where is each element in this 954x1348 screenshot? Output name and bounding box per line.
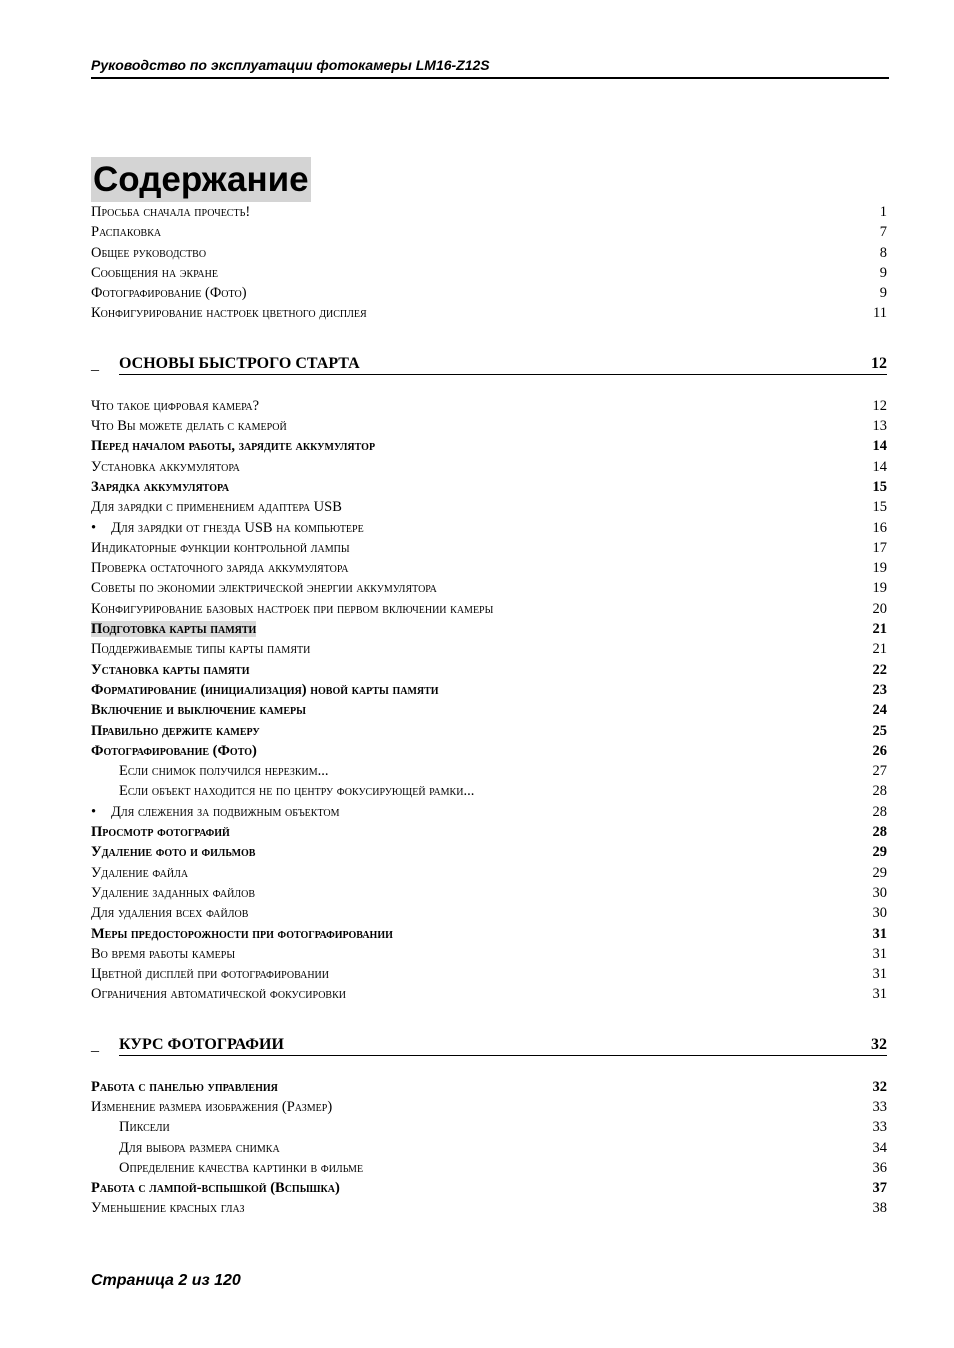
section-title-line bbox=[119, 354, 887, 375]
toc-entry-text: Ограничения автоматической фокусировки bbox=[91, 986, 346, 1003]
toc-entry-text: Индикаторные функции контрольной лампы bbox=[91, 539, 350, 556]
toc-entry[interactable] bbox=[91, 1198, 887, 1218]
toc-page-number: 13 bbox=[872, 418, 887, 435]
toc-page-number: 8 bbox=[879, 244, 887, 261]
toc-entry[interactable] bbox=[91, 578, 887, 598]
toc-entry-text: Перед началом работы, зарядите аккумулятор bbox=[91, 438, 376, 455]
toc-entry[interactable] bbox=[91, 436, 887, 456]
toc-entry-title bbox=[91, 1178, 863, 1198]
toc-entry[interactable] bbox=[91, 477, 887, 497]
toc-entry-title bbox=[91, 619, 863, 639]
toc-entry-text: Работа с лампой-вспышкой (Вспышка) bbox=[91, 1180, 340, 1197]
toc-entry-title bbox=[91, 721, 863, 741]
toc-page-number: 9 bbox=[879, 264, 887, 281]
toc-entry-title bbox=[91, 202, 870, 222]
toc-entry-text: Просьба сначала прочесть! bbox=[91, 204, 251, 220]
toc-page-number: 20 bbox=[872, 600, 887, 617]
toc-entry[interactable] bbox=[91, 416, 887, 436]
toc-entry[interactable] bbox=[91, 741, 887, 761]
toc-entry[interactable] bbox=[91, 202, 887, 222]
toc-page-number: 30 bbox=[872, 884, 887, 901]
toc-entry-text: Определение качества картинки в фильме bbox=[119, 1159, 364, 1176]
toc-page-number: 29 bbox=[872, 844, 887, 861]
toc-entry-text: Форматирование (инициализация) новой карты памяти bbox=[91, 681, 439, 698]
toc-page-number: 21 bbox=[872, 621, 887, 638]
toc-page-number: 33 bbox=[872, 1098, 887, 1115]
toc-entry[interactable] bbox=[91, 222, 887, 242]
toc-entry-text: Конфигурирование базовых настроек при первом включении камеры bbox=[91, 600, 494, 617]
toc-page-number: 28 bbox=[872, 783, 887, 800]
toc-page-number: 1 bbox=[879, 204, 887, 220]
toc-entry[interactable] bbox=[91, 984, 887, 1004]
toc-entry-text: Пиксели bbox=[119, 1119, 170, 1136]
toc-page-number: 28 bbox=[872, 824, 887, 841]
table-of-contents bbox=[91, 202, 887, 1219]
toc-entry[interactable] bbox=[91, 1158, 887, 1178]
toc-entry-text: Во время работы камеры bbox=[91, 945, 236, 962]
bullet-icon: • bbox=[91, 519, 97, 536]
toc-page-number: 24 bbox=[872, 702, 887, 719]
toc-page-number: 28 bbox=[872, 803, 887, 820]
toc-entry-title bbox=[91, 802, 863, 822]
toc-entry[interactable] bbox=[91, 396, 887, 416]
toc-entry-text: Сообщения на экране bbox=[91, 264, 218, 281]
toc-entry-text: Для зарядки от гнезда USB на компьютере bbox=[111, 519, 364, 536]
section-title-line bbox=[119, 1035, 887, 1056]
toc-page-number: 26 bbox=[872, 742, 887, 759]
toc-entry-text: Фотографирование (Фото) bbox=[91, 742, 257, 759]
toc-page-number: 17 bbox=[872, 539, 887, 556]
toc-entry-text: Удаление заданных файлов bbox=[91, 884, 256, 901]
toc-entry[interactable] bbox=[91, 1117, 887, 1137]
toc-entry-text: Просмотр фотографий bbox=[91, 824, 230, 841]
toc-entry[interactable] bbox=[91, 1178, 887, 1198]
toc-entry-text: Если объект находится не по центру фокусирующей рамки... bbox=[119, 783, 475, 800]
toc-page-number: 30 bbox=[872, 905, 887, 922]
toc-entry[interactable] bbox=[91, 1138, 887, 1158]
toc-entry-title bbox=[91, 436, 863, 456]
toc-entry[interactable] bbox=[91, 457, 887, 477]
toc-page-number: 36 bbox=[872, 1159, 887, 1176]
toc-entry-title bbox=[91, 863, 863, 883]
section-marker: _ bbox=[91, 355, 99, 373]
toc-entry[interactable] bbox=[91, 802, 887, 822]
toc-entry[interactable] bbox=[91, 924, 887, 944]
toc-entry[interactable] bbox=[91, 863, 887, 883]
toc-entry-text: Изменение размера изображения (Размер) bbox=[91, 1098, 333, 1115]
toc-page-number: 9 bbox=[879, 285, 887, 302]
toc-entry-title bbox=[91, 518, 863, 538]
bullet-icon: • bbox=[91, 803, 97, 820]
toc-entry-title bbox=[91, 680, 863, 700]
toc-entry[interactable] bbox=[91, 497, 887, 517]
toc-entry-title bbox=[91, 263, 870, 283]
toc-entry[interactable] bbox=[91, 903, 887, 923]
toc-entry-text: Цветной дисплей при фотографировании bbox=[91, 966, 330, 983]
toc-entry-title bbox=[91, 578, 863, 598]
section-page-number: 12 bbox=[871, 354, 887, 372]
toc-entry-title bbox=[91, 497, 863, 517]
toc-entry-title bbox=[91, 283, 870, 303]
toc-entry[interactable] bbox=[91, 883, 887, 903]
toc-entry-text: Зарядка аккумулятора bbox=[91, 478, 230, 495]
toc-page-number: 11 bbox=[873, 305, 887, 322]
toc-entry-text: Если снимок получился нерезким... bbox=[119, 763, 329, 780]
toc-page-number: 31 bbox=[872, 966, 887, 983]
toc-entry-text: Работа с панелью управления bbox=[91, 1078, 278, 1095]
toc-entry-text: Распаковка bbox=[91, 224, 162, 241]
toc-entry[interactable] bbox=[91, 599, 887, 619]
toc-entry-title bbox=[91, 457, 863, 477]
toc-entry[interactable] bbox=[91, 721, 887, 741]
toc-entry-title bbox=[91, 243, 870, 263]
toc-page-number: 32 bbox=[872, 1078, 887, 1095]
toc-entry[interactable] bbox=[91, 243, 887, 263]
toc-page-number: 12 bbox=[872, 397, 887, 414]
toc-entry-text: Для слежения за подвижным объектом bbox=[111, 803, 340, 820]
toc-page-number: 33 bbox=[872, 1119, 887, 1136]
toc-page-number: 31 bbox=[872, 986, 887, 1003]
section-title: ОСНОВЫ БЫСТРОГО СТАРТА bbox=[119, 354, 360, 372]
toc-entry-title bbox=[91, 477, 863, 497]
toc-entry-title bbox=[91, 222, 870, 242]
toc-entry-text: Общее руководство bbox=[91, 244, 207, 261]
toc-entry[interactable] bbox=[91, 680, 887, 700]
toc-entry-title bbox=[91, 538, 863, 558]
toc-page-number: 21 bbox=[872, 641, 887, 658]
toc-entry[interactable] bbox=[91, 283, 887, 303]
toc-entry-title bbox=[91, 883, 863, 903]
toc-entry-title bbox=[91, 1117, 863, 1137]
toc-entry-title bbox=[91, 558, 863, 578]
toc-entry-text: Удаление фото и фильмов bbox=[91, 844, 256, 861]
toc-entry-text: Включение и выключение камеры bbox=[91, 702, 306, 719]
toc-entry-title bbox=[91, 639, 863, 659]
toc-entry-title bbox=[91, 924, 863, 944]
toc-entry-title bbox=[91, 1158, 863, 1178]
toc-page-number: 19 bbox=[872, 580, 887, 597]
toc-entry-text: Установка аккумулятора bbox=[91, 458, 240, 475]
section-marker: _ bbox=[91, 1036, 99, 1054]
toc-entry-title bbox=[91, 944, 863, 964]
toc-entry[interactable] bbox=[91, 619, 887, 639]
toc-entry[interactable] bbox=[91, 1097, 887, 1117]
toc-page-number: 34 bbox=[872, 1139, 887, 1156]
toc-entry[interactable] bbox=[91, 538, 887, 558]
toc-entry-text: Удаление файла bbox=[91, 864, 189, 881]
toc-entry-title bbox=[91, 1077, 863, 1097]
toc-entry[interactable] bbox=[91, 781, 887, 801]
toc-page-number: 15 bbox=[872, 478, 887, 495]
toc-page-number: 25 bbox=[872, 722, 887, 739]
page-footer: Страница 2 из 120 bbox=[91, 1272, 241, 1289]
toc-entry-text: Проверка остаточного заряда аккумулятора bbox=[91, 560, 349, 577]
toc-entry-title bbox=[91, 599, 863, 619]
toc-page-number: 31 bbox=[872, 945, 887, 962]
toc-page-number: 38 bbox=[872, 1200, 887, 1217]
toc-entry-text: Что такое цифровая камера? bbox=[91, 397, 260, 414]
toc-entry-title bbox=[91, 700, 863, 720]
toc-entry-text: Установка карты памяти bbox=[91, 661, 250, 678]
toc-entry-title bbox=[91, 822, 863, 842]
toc-entry-text: Уменьшение красных глаз bbox=[91, 1200, 245, 1217]
toc-entry[interactable] bbox=[91, 964, 887, 984]
toc-page-number: 27 bbox=[872, 763, 887, 780]
toc-page-number: 7 bbox=[879, 224, 887, 241]
toc-entry-title bbox=[91, 964, 863, 984]
toc-page-number: 16 bbox=[872, 519, 887, 536]
toc-entry-title bbox=[91, 781, 863, 801]
toc-entry-title bbox=[91, 303, 863, 323]
toc-entry-title bbox=[91, 741, 863, 761]
toc-section-heading[interactable] bbox=[91, 1026, 887, 1056]
toc-page-number: 31 bbox=[872, 925, 887, 942]
toc-entry[interactable] bbox=[91, 660, 887, 680]
toc-entry-title bbox=[91, 660, 863, 680]
section-title: КУРС ФОТОГРАФИИ bbox=[119, 1035, 284, 1053]
toc-entry-title bbox=[91, 842, 863, 862]
toc-entry[interactable] bbox=[91, 944, 887, 964]
toc-entry-title bbox=[91, 396, 863, 416]
toc-entry-title bbox=[91, 903, 863, 923]
toc-page-number: 14 bbox=[872, 438, 887, 455]
toc-entry[interactable] bbox=[91, 761, 887, 781]
toc-page-number: 29 bbox=[872, 864, 887, 881]
toc-entry[interactable] bbox=[91, 303, 887, 323]
toc-entry[interactable] bbox=[91, 263, 887, 283]
toc-page-number: 22 bbox=[872, 661, 887, 678]
toc-entry-text: Подготовка карты памяти bbox=[91, 621, 257, 638]
toc-entry[interactable] bbox=[91, 518, 887, 538]
toc-entry[interactable] bbox=[91, 822, 887, 842]
toc-entry-text: Поддерживаемые типы карты памяти bbox=[91, 641, 311, 658]
toc-entry-text: Конфигурирование настроек цветного дисплея bbox=[91, 305, 367, 322]
toc-entry[interactable] bbox=[91, 700, 887, 720]
running-header: Руководство по эксплуатации фотокамеры LM16-Z12S bbox=[91, 56, 889, 79]
toc-page-number: 19 bbox=[872, 560, 887, 577]
toc-entry-title bbox=[91, 984, 863, 1004]
toc-entry[interactable] bbox=[91, 639, 887, 659]
toc-entry-text: Что Вы можете делать с камерой bbox=[91, 418, 287, 435]
toc-entry-title bbox=[91, 416, 863, 436]
toc-entry-title bbox=[91, 1097, 863, 1117]
toc-entry-text: Для выбора размера снимка bbox=[119, 1139, 280, 1156]
toc-entry[interactable] bbox=[91, 558, 887, 578]
toc-entry-text: Правильно держите камеру bbox=[91, 722, 260, 739]
toc-section-heading[interactable] bbox=[91, 345, 887, 375]
toc-page-number: 37 bbox=[872, 1180, 887, 1197]
toc-entry-text: Советы по экономии электрической энергии аккумулятора bbox=[91, 580, 437, 597]
toc-entry-text: Фотографирование (Фото) bbox=[91, 285, 247, 302]
toc-entry-title bbox=[91, 1198, 863, 1218]
toc-entry[interactable] bbox=[91, 1077, 887, 1097]
page-title: Содержание bbox=[91, 157, 311, 202]
toc-entry-text: Для зарядки с применением адаптера USB bbox=[91, 499, 342, 516]
toc-entry-text: Для удаления всех файлов bbox=[91, 905, 249, 922]
toc-page-number: 15 bbox=[872, 499, 887, 516]
section-page-number: 32 bbox=[871, 1035, 887, 1053]
toc-entry-title bbox=[91, 1138, 863, 1158]
toc-entry-title bbox=[91, 761, 863, 781]
toc-entry[interactable] bbox=[91, 842, 887, 862]
toc-entry-text: Меры предосторожности при фотографировании bbox=[91, 925, 393, 942]
toc-page-number: 23 bbox=[872, 681, 887, 698]
toc-page-number: 14 bbox=[872, 458, 887, 475]
